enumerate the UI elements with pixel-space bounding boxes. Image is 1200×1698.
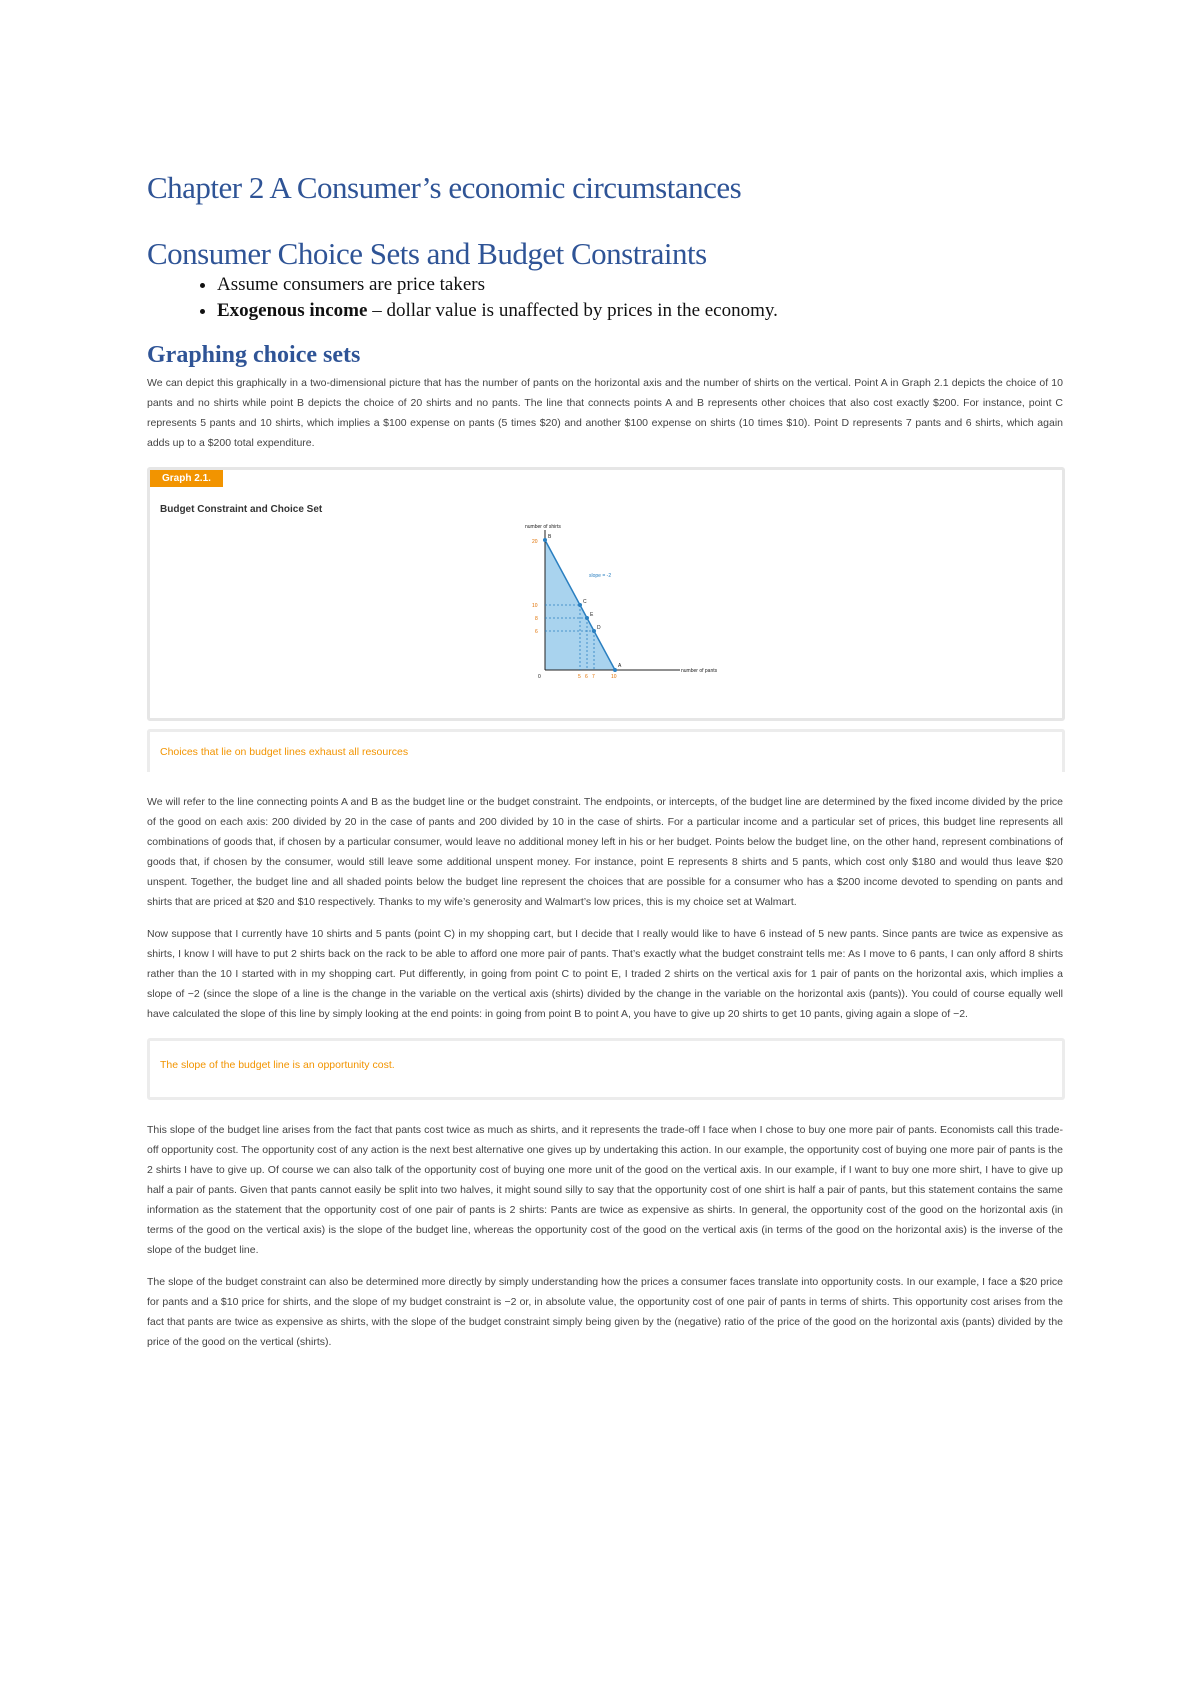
tick-label-x10: 10	[611, 674, 617, 680]
point-label-d: D	[597, 625, 601, 631]
callout-text: The slope of the budget line is an opportunity cost.	[160, 1059, 395, 1071]
graph-label-badge: Graph 2.1.	[150, 470, 223, 487]
callout-text: Choices that lie on budget lines exhaust all resources	[160, 746, 409, 758]
bullet-item	[217, 274, 1063, 296]
tick-label-x0: 0	[538, 674, 541, 680]
point-e-marker	[585, 616, 589, 620]
tick-label-x5: 5	[578, 674, 581, 680]
tick-label-x7: 7	[592, 674, 595, 680]
tick-label-y6: 6	[535, 629, 538, 635]
bullet-text: – dollar value is unaffected by prices in the economy.	[367, 300, 778, 321]
point-label-c: C	[583, 599, 587, 605]
paragraph: We can depict this graphically in a two-dimensional picture that has the number of pants on the horizontal axis and the number of shirts on the vertical. Point A in Graph 2.1 depicts the choice of 10 pants and no shirts while point B depicts the choice of 20 shirts and no pants. The line that connects points A and B represents other choices that also cost exactly $200. For instance, point C represents 5 pants and 10 shirts, which implies a $100 expense on pants (5 times $20) and another $100 expense on shirts (10 times $10). Point D represents 7 pants and 6 shirts, which again adds up to a $200 total expenditure.	[147, 377, 1063, 449]
point-a-marker	[613, 668, 617, 672]
tick-label-y10: 10	[532, 603, 538, 609]
paragraph: We will refer to the line connecting points A and B as the budget line or the budget constraint. The endpoints, or intercepts, of the budget line are determined by the fixed income divided by the price of the good on each axis: 200 divided by 20 in the case of pants and 200 divided by 10 in the case of shirts. For a particular income and a particular set of prices, this budget line represents all combinations of goods that, if chosen by a particular consumer, would leave no additional money left in his or her budget. Points below the budget line, on the other hand, represent combinations of goods that, if chosen by the consumer, would still leave some additional unspent money. For instance, point E represents 8 shirts and 5 pants, which cost only $180 and would thus leave $20 unspent. Together, the budget line and all shaded points below the budget line represent the choices that are possible for a consumer who has a $200 income devoted to spending on pants and shirts that are priced at $20 and $10 respectively. Thanks to my wife’s generosity and Walmart’s low prices, this is my choice set at Walmart.	[147, 796, 1063, 908]
graph-title: Budget Constraint and Choice Set	[160, 504, 323, 515]
point-c-marker	[578, 603, 582, 607]
bullet-term: Exogenous income	[217, 300, 368, 321]
paragraph: Now suppose that I currently have 10 shirts and 5 pants (point C) in my shopping cart, but I decide that I really would like to have 6 instead of 5 new pants. Since pants are twice as expensive as shirts, I know I will have to put 2 shirts back on the rack to be able to afford one more pair of pants. That’s exactly what the budget constraint tells me: As I move to 6 pants, I can only afford 8 shirts rather than the 10 I started with in my shopping cart. Put differently, in going from point C to point E, I traded 2 shirts on the vertical axis for 1 pair of pants on the horizontal axis, which implies a slope of −2 (since the slope of a line is the change in the variable on the vertical axis (shirts) divided by the change in the variable on the horizontal axis (pants)). You could of course equally well have calculated the slope of this line by simply looking at the end points: in going from point B to point A, you have to give up 20 shirts to get 10 pants, giving again a slope of −2.	[147, 928, 1063, 1020]
point-label-a: A	[618, 663, 622, 669]
paragraph: The slope of the budget constraint can also be determined more directly by simply understanding how the prices a consumer faces translate into opportunity costs. In our example, I face a $20 price for pants and a $10 price for shirts, and the slope of my budget constraint is −2 or, in absolute value, the opportunity cost of one pair of pants in terms of shirts. This opportunity cost arises from the fact that pants are twice as expensive as shirts, with the slope of the budget constraint simply being given by the (negative) ratio of the price of the good on the horizontal axis (pants) divided by the price of the good on the vertical (shirts).	[147, 1276, 1063, 1348]
budget-constraint-graph	[505, 520, 765, 710]
point-label-e: E	[590, 612, 594, 618]
graph-figure	[147, 467, 1065, 721]
x-axis-label: number of pants	[681, 668, 718, 674]
slope-annotation: slope = -2	[589, 573, 612, 579]
section-title: Consumer Choice Sets and Budget Constraints	[147, 236, 707, 271]
point-b-marker	[543, 538, 547, 542]
paragraph: This slope of the budget line arises from the fact that pants cost twice as much as shirts, and it represents the trade-off I face when I chose to buy one more pair of pants. Economists call this trade-off opportunity cost. The opportunity cost of any action is the next best alternative one gives up by undertaking this action. In our example, the opportunity cost of buying one more pair of pants is the 2 shirts I have to give up. Of course we can also talk of the opportunity cost of buying one more unit of the good on the vertical axis. In our example, if I want to buy one more shirt, I have to give up half a pair of pants. Given that pants cannot easily be split into two halves, it might sound silly to say that the opportunity cost of one shirt is half a pair of pants, but this statement contains the same information as the statement that the opportunity cost of one pair of pants is 2 shirts: Pants are twice as expensive as shirts. In general, the opportunity cost of the good on the horizontal axis (in terms of the good on the vertical axis) is the slope of the budget line, whereas the opportunity cost of the good on the vertical axis (in terms of the good on the horizontal axis) is the inverse of the slope of the budget line.	[147, 1124, 1063, 1256]
bullet-item	[217, 300, 1063, 322]
document-page	[147, 160, 1063, 1364]
point-d-marker	[592, 629, 596, 633]
point-label-b: B	[548, 534, 552, 540]
bullet-list	[147, 274, 1063, 322]
chapter-title: Chapter 2 A Consumer’s economic circumstances	[147, 170, 742, 205]
tick-label-y20: 20	[532, 539, 538, 545]
tick-label-y8: 8	[535, 616, 538, 622]
callout-box	[147, 729, 1065, 772]
tick-label-x6: 6	[585, 674, 588, 680]
subsection-title: Graphing choice sets	[147, 342, 361, 368]
bullet-text: Assume consumers are price takers	[217, 274, 486, 295]
callout-box	[147, 1038, 1065, 1100]
y-axis-label: number of shirts	[525, 524, 561, 530]
